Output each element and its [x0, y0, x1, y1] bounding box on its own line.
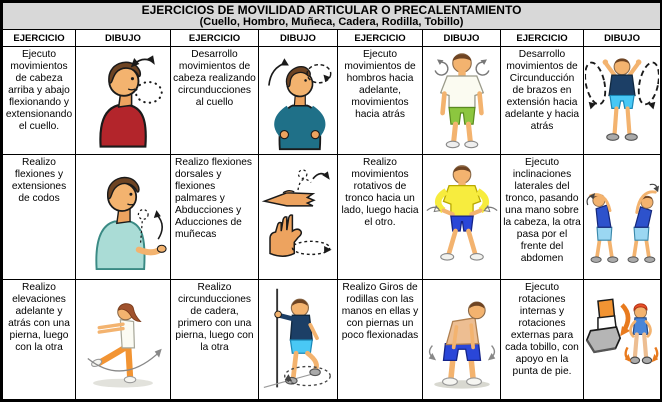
col-header-dibujo-4: DIBUJO	[584, 30, 661, 47]
trunk-rotation-drawing	[425, 162, 499, 274]
trunk-lateral-bend-drawing	[585, 162, 659, 274]
table-title-block	[3, 3, 661, 30]
exercise-text-elbows: Realizo flexiones y extensiones de codos	[11, 157, 67, 204]
page-subtitle: (Cuello, Hombro, Muñeca, Cadera, Rodilla, Tobillo)	[199, 15, 464, 28]
shoulder-forward-backward-drawing	[425, 50, 499, 152]
exercise-text-neck-circumduction: Desarrollo movimientos de cabeza realizando circunducciones al cuello	[173, 49, 256, 108]
leg-elevation-swing-drawing	[79, 287, 167, 393]
col-header-dibujo-1: DIBUJO	[76, 30, 171, 47]
table-row	[3, 47, 661, 155]
exercise-text-neck-flexion: Ejecuto movimientos de cabeza arriba y abajo flexionando y extensionando el cuello.	[5, 49, 73, 132]
table-row	[3, 280, 661, 400]
col-header-ejercicio-4: EJERCICIO	[501, 30, 584, 47]
head-flexion-extension-drawing	[80, 51, 166, 151]
elbow-flexion-extension-drawing	[79, 164, 167, 272]
exercise-text-shoulders: Ejecuto movimientos de hombros hacia adelante, movimientos hacia atrás	[344, 49, 416, 120]
col-header-ejercicio-1: EJERCICIO	[3, 30, 76, 47]
exercise-text-knee-circles: Realizo Giros de rodillas con las manos en ellas y con piernas un poco flexionadas	[341, 282, 419, 341]
exercise-text-lateral-bend: Ejecuto inclinaciones laterales del tronco, pasando una mano sobre la cabeza, la otra pasa por el frente del abdomen	[503, 157, 581, 264]
exercise-text-leg-elevation: Realizo elevaciones adelante y atrás con una pierna, luego con la otra	[8, 282, 70, 353]
exercise-text-arm-circumduction: Desarrollo movimientos de Circunducción de brazos en extensión hacia adelante y hacia atrás	[504, 49, 580, 132]
arm-circumduction-drawing	[585, 50, 659, 152]
exercise-text-trunk-rotation: Realizo movimientos rotativos de tronco hacia un lado, luego hacia el otro.	[341, 157, 419, 228]
wrist-flexion-abduction-drawing	[260, 162, 336, 274]
knee-circles-drawing	[425, 285, 499, 395]
table-row	[3, 155, 661, 280]
exercise-table	[2, 2, 661, 400]
col-header-dibujo-3: DIBUJO	[423, 30, 501, 47]
header-row	[3, 30, 661, 47]
exercise-text-hip-circumduction: Realizo circunducciones de cadera, primero con una pierna, luego con la otra	[175, 282, 254, 353]
page-title: EJERCICIOS DE MOVILIDAD ARTICULAR O PRECALENTAMIENTO	[141, 3, 522, 17]
ankle-rotation-drawing	[585, 285, 659, 395]
col-header-ejercicio-2: EJERCICIO	[171, 30, 259, 47]
exercise-text-ankle-rotation: Ejecuto rotaciones internas y rotaciones externas para cada tobillo, con apoyo en la punta de pie.	[505, 282, 579, 377]
col-header-ejercicio-3: EJERCICIO	[338, 30, 423, 47]
hip-circumduction-drawing	[260, 285, 336, 395]
exercise-text-wrists: Realizo flexiones dorsales y flexiones palmares y Abducciones y Aducciones de muñecas	[175, 157, 253, 240]
neck-circumduction-drawing	[260, 51, 336, 151]
col-header-dibujo-2: DIBUJO	[259, 30, 338, 47]
